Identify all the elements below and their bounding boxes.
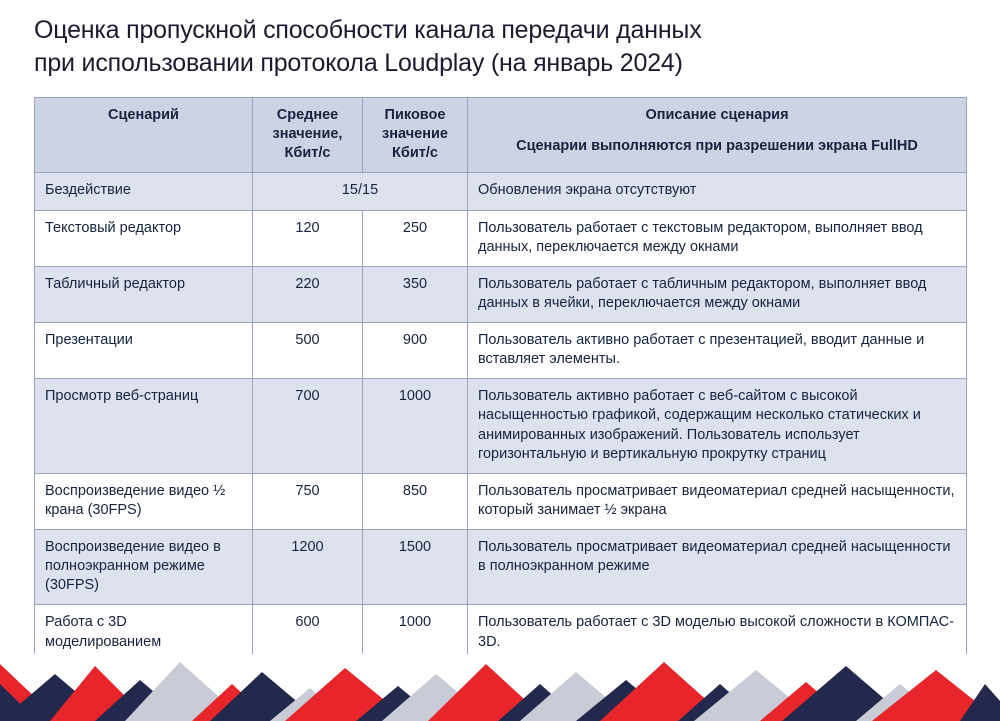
column-header-average: Среднее значение, Кбит/с: [253, 98, 363, 173]
table-row: [35, 210, 967, 266]
table-header: [35, 98, 967, 173]
cell-description: Пользователь активно работает с презентацией, вводит данные и вставляет элементы.: [468, 323, 967, 379]
cell-peak: 850: [363, 473, 468, 529]
column-header-description: [468, 98, 967, 173]
cell-scenario: Бездействие: [35, 173, 253, 210]
cell-scenario: Презентации: [35, 323, 253, 379]
cell-peak: 250: [363, 210, 468, 266]
cell-description: Пользователь просматривает видеоматериал средней насыщенности, который занимает ½ экрана: [468, 473, 967, 529]
column-header-description-main: Описание сценария: [645, 107, 789, 123]
cell-peak: 900: [363, 323, 468, 379]
page-title: [34, 14, 966, 79]
table-row: [35, 323, 967, 379]
title-line-1: Оценка пропускной способности канала передачи данных: [34, 16, 702, 44]
cell-average: 220: [253, 266, 363, 322]
cell-scenario: Работа с 3D моделированием: [35, 605, 253, 661]
column-header-scenario: Сценарий: [35, 98, 253, 173]
cell-scenario: Воспроизведение видео ½ крана (30FPS): [35, 473, 253, 529]
cell-description: Пользователь работает с текстовым редактором, выполняет ввод данных, переключается между окнами: [468, 210, 967, 266]
cell-scenario: Просмотр веб-страниц: [35, 379, 253, 474]
cell-scenario: Воспроизведение видео в полноэкранном режиме (30FPS): [35, 530, 253, 605]
cell-description: Пользователь работает с 3D моделью высокой сложности в КОМПАС- 3D.: [468, 605, 967, 661]
table-header-row: [35, 98, 967, 173]
cell-average: 120: [253, 210, 363, 266]
bandwidth-table: [34, 97, 967, 662]
cell-scenario: Текстовый редактор: [35, 210, 253, 266]
table-row: [35, 379, 967, 474]
cell-scenario: Табличный редактор: [35, 266, 253, 322]
table-row: [35, 266, 967, 322]
table-row: [35, 605, 967, 661]
cell-peak: 1500: [363, 530, 468, 605]
footer-triangles-graphic: [0, 654, 1000, 721]
cell-description: Обновления экрана отсутствуют: [468, 173, 967, 210]
cell-description: Пользователь активно работает с веб-сайтом с высокой насыщенностью графикой, содержащим несколько статических и анимированных изображений. Пользователь использует горизонтальную и вертикальную прокрутку страниц: [468, 379, 967, 474]
table-row: [35, 173, 967, 210]
cell-average: 500: [253, 323, 363, 379]
column-header-peak: Пиковое значение Кбит/с: [363, 98, 468, 173]
table-body: [35, 173, 967, 661]
cell-peak: 350: [363, 266, 468, 322]
column-header-description-sub: Сценарии выполняются при разрешении экрана FullHD: [516, 138, 918, 155]
cell-description: Пользователь работает с табличным редактором, выполняет ввод данных в ячейки, переключается между окнами: [468, 266, 967, 322]
cell-average: 1200: [253, 530, 363, 605]
cell-peak: 1000: [363, 379, 468, 474]
table-row: [35, 473, 967, 529]
cell-average: 700: [253, 379, 363, 474]
cell-peak: 1000: [363, 605, 468, 661]
title-line-2: при использовании протокола Loudplay: [34, 48, 485, 77]
cell-average: 750: [253, 473, 363, 529]
cell-description: Пользователь просматривает видеоматериал средней насыщенности в полноэкранном режиме: [468, 530, 967, 605]
table-row: [35, 530, 967, 605]
cell-average-peak-merged: 15/15: [253, 173, 468, 210]
title-note: (на январь 2024): [490, 48, 683, 77]
cell-average: 600: [253, 605, 363, 661]
footer-decoration: [0, 654, 1000, 721]
